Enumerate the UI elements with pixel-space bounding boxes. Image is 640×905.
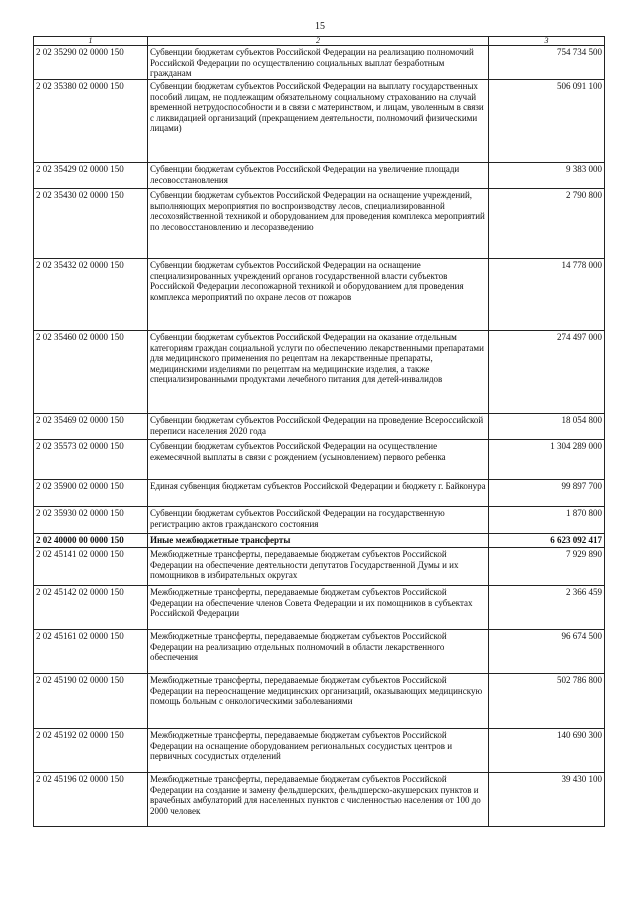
row-amount: 274 497 000 <box>489 331 605 414</box>
row-name: Субвенции бюджетам субъектов Российской Федерации на осуществление ежемесячной выплаты в связи с рождением (усыновлением) первого ребенка <box>148 440 489 480</box>
table-row <box>34 414 605 440</box>
table-row <box>34 674 605 729</box>
row-name: Межбюджетные трансферты, передаваемые бюджетам субъектов Российской Федерации на оснащение оборудованием региональных сосудистых центров и первичных сосудистых отделений <box>148 729 489 773</box>
row-name: Межбюджетные трансферты, передаваемые бюджетам субъектов Российской Федерации на переоснащение медицинских организаций, оказывающих медицинскую помощь больным с онкологическими заболеваниями <box>148 674 489 729</box>
row-code: 2 02 35900 02 0000 150 <box>34 480 148 507</box>
row-code: 2 02 45192 02 0000 150 <box>34 729 148 773</box>
page-number: 15 <box>315 21 325 32</box>
table-row <box>34 189 605 259</box>
table-row <box>34 480 605 507</box>
row-code: 2 02 35380 02 0000 150 <box>34 80 148 163</box>
table-row <box>34 440 605 480</box>
table-row-total <box>34 534 605 548</box>
row-amount: 6 623 092 417 <box>489 534 605 548</box>
row-code: 2 02 35573 02 0000 150 <box>34 440 148 480</box>
table-header-row <box>34 37 605 46</box>
row-name: Межбюджетные трансферты, передаваемые бюджетам субъектов Российской Федерации на реализацию отдельных полномочий в области лекарственного обеспечения <box>148 630 489 674</box>
row-name: Межбюджетные трансферты, передаваемые бюджетам субъектов Российской Федерации на обеспечение членов Совета Федерации и их помощников в субъектах Российской Федерации <box>148 586 489 630</box>
column-header-amount: 3 <box>489 37 605 46</box>
row-amount: 754 734 500 <box>489 46 605 80</box>
row-code: 2 02 35430 02 0000 150 <box>34 189 148 259</box>
row-amount: 99 897 700 <box>489 480 605 507</box>
budget-table <box>33 36 605 827</box>
row-code: 2 02 45190 02 0000 150 <box>34 674 148 729</box>
row-code: 2 02 35429 02 0000 150 <box>34 163 148 189</box>
row-code: 2 02 45161 02 0000 150 <box>34 630 148 674</box>
row-name: Субвенции бюджетам субъектов Российской Федерации на увеличение площади лесовосстановления <box>148 163 489 189</box>
table-row <box>34 586 605 630</box>
row-code: 2 02 45196 02 0000 150 <box>34 773 148 827</box>
row-code: 2 02 40000 00 0000 150 <box>34 534 148 548</box>
row-name: Субвенции бюджетам субъектов Российской Федерации на государственную регистрацию актов гражданского состояния <box>148 507 489 534</box>
table-row <box>34 331 605 414</box>
row-name: Субвенции бюджетам субъектов Российской Федерации на проведение Всероссийской переписи населения 2020 года <box>148 414 489 440</box>
row-amount: 18 054 800 <box>489 414 605 440</box>
row-name: Иные межбюджетные трансферты <box>148 534 489 548</box>
row-amount: 39 430 100 <box>489 773 605 827</box>
table-row <box>34 630 605 674</box>
row-name: Субвенции бюджетам субъектов Российской Федерации на оснащение учреждений, выполняющих мероприятия по воспроизводству лесов, специализированной лесохозяйственной техникой и оборудованием для проведения комплекса мероприятий по лесовосстановлению и лесоразведению <box>148 189 489 259</box>
row-amount: 2 366 459 <box>489 586 605 630</box>
table-row <box>34 773 605 827</box>
row-name: Межбюджетные трансферты, передаваемые бюджетам субъектов Российской Федерации на обеспечение деятельности депутатов Государственной Думы и их помощников в избирательных округах <box>148 548 489 586</box>
row-code: 2 02 35432 02 0000 150 <box>34 259 148 331</box>
row-code: 2 02 35469 02 0000 150 <box>34 414 148 440</box>
row-code: 2 02 35930 02 0000 150 <box>34 507 148 534</box>
row-name: Субвенции бюджетам субъектов Российской Федерации на выплату государственных пособий лицам, не подлежащим обязательному социальному страхованию на случай временной нетрудоспособности и в связи с материнством, и лицам, уволенным в связи с ликвидацией организаций (прекращением деятельности, полномочий физическими лицами) <box>148 80 489 163</box>
row-amount: 1 870 800 <box>489 507 605 534</box>
row-name: Субвенции бюджетам субъектов Российской Федерации на оказание отдельным категориям граждан социальной услуги по обеспечению лекарственными препаратами для медицинского применения по рецептам на лекарственные препараты, медицинскими изделиями по рецептам на медицинские изделия, а также специализированными продуктами лечебного питания для детей-инвалидов <box>148 331 489 414</box>
column-header-code: 1 <box>34 37 148 46</box>
table-row <box>34 163 605 189</box>
table-row <box>34 259 605 331</box>
row-name: Межбюджетные трансферты, передаваемые бюджетам субъектов Российской Федерации на создание и замену фельдшерских, фельдшерско-акушерских пунктов и врачебных амбулаторий для населенных пунктов с численностью населения от 100 до 2000 человек <box>148 773 489 827</box>
row-code: 2 02 45142 02 0000 150 <box>34 586 148 630</box>
row-amount: 140 690 300 <box>489 729 605 773</box>
table-row <box>34 507 605 534</box>
row-amount: 9 383 000 <box>489 163 605 189</box>
row-amount: 14 778 000 <box>489 259 605 331</box>
table-row <box>34 80 605 163</box>
column-header-name: 2 <box>148 37 489 46</box>
table-row <box>34 729 605 773</box>
row-name: Субвенции бюджетам субъектов Российской Федерации на оснащение специализированных учреждений органов государственной власти субъектов Российской Федерации лесопожарной техникой и оборудованием для проведения комплекса мероприятий по охране лесов от пожаров <box>148 259 489 331</box>
row-name: Субвенции бюджетам субъектов Российской Федерации на реализацию полномочий Российской Федерации по осуществлению социальных выплат безработным гражданам <box>148 46 489 80</box>
row-name: Единая субвенция бюджетам субъектов Российской Федерации и бюджету г. Байконура <box>148 480 489 507</box>
row-code: 2 02 35460 02 0000 150 <box>34 331 148 414</box>
row-code: 2 02 45141 02 0000 150 <box>34 548 148 586</box>
row-amount: 502 786 800 <box>489 674 605 729</box>
row-amount: 506 091 100 <box>489 80 605 163</box>
row-code: 2 02 35290 02 0000 150 <box>34 46 148 80</box>
table-row <box>34 548 605 586</box>
row-amount: 2 790 800 <box>489 189 605 259</box>
row-amount: 96 674 500 <box>489 630 605 674</box>
row-amount: 1 304 289 000 <box>489 440 605 480</box>
row-amount: 7 929 890 <box>489 548 605 586</box>
table-row <box>34 46 605 80</box>
